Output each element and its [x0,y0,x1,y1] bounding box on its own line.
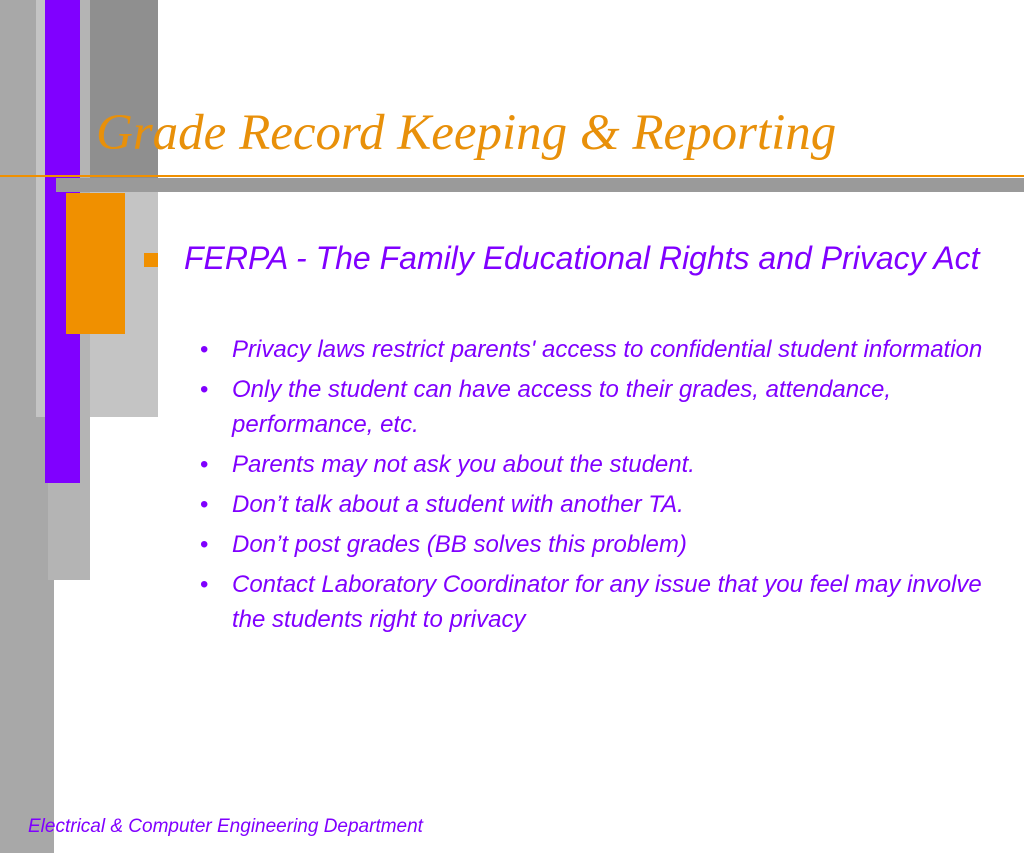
bullet-dot-icon: • [200,571,209,598]
bullet-dot-icon: • [200,451,209,478]
title-underline [0,175,1024,177]
square-bullet-icon [144,253,158,267]
main-bullet-point [140,236,990,280]
main-point-text: FERPA - The Family Educational Rights and Privacy Act [184,240,980,276]
list-item [196,332,986,367]
list-item [196,372,986,442]
footer-department-label: Electrical & Computer Engineering Department [28,816,423,837]
sub-point-text: Don’t post grades (BB solves this problem) [232,531,687,558]
list-item [196,487,986,522]
title-underline-shadow [56,178,1024,192]
slide-title: Grade Record Keeping & Reporting [96,105,837,161]
decorative-orange-block [66,193,125,334]
list-item [196,447,986,482]
sub-point-text: Privacy laws restrict parents' access to confidential student information [232,336,983,363]
sub-point-text: Parents may not ask you about the student. [232,451,695,478]
bullet-dot-icon: • [200,491,209,518]
sub-point-list [196,332,986,642]
bullet-dot-icon: • [200,376,209,403]
sub-point-text: Only the student can have access to their grades, attendance, performance, etc. [232,376,892,438]
list-item [196,527,986,562]
sub-point-text: Contact Laboratory Coordinator for any issue that you feel may involve the students right to privacy [232,571,982,633]
bullet-dot-icon: • [200,531,209,558]
sub-point-text: Don’t talk about a student with another TA. [232,491,684,518]
list-item [196,567,986,637]
bullet-dot-icon: • [200,336,209,363]
